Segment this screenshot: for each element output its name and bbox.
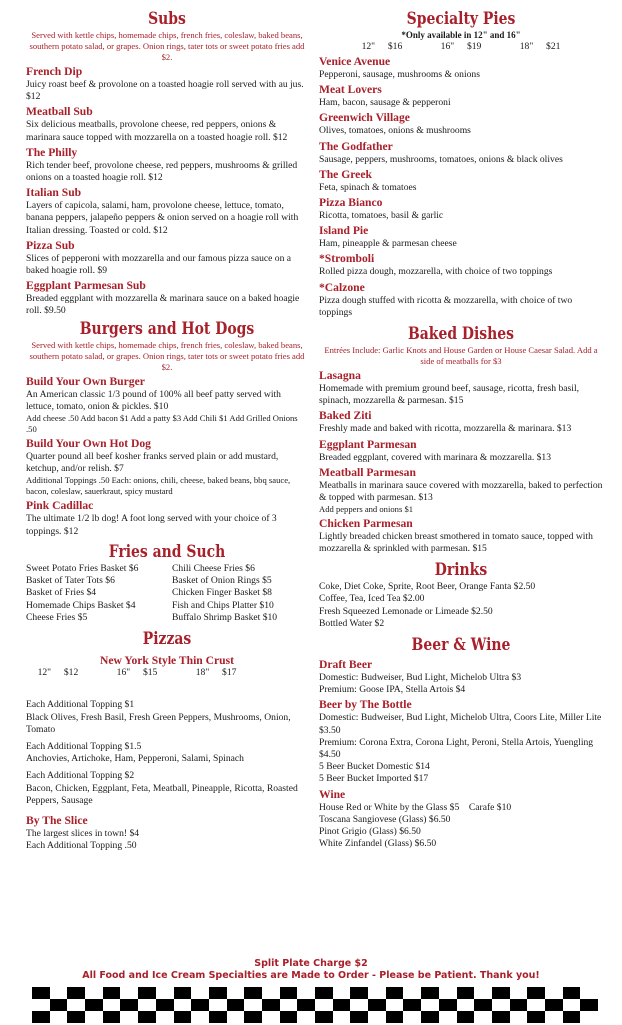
menu-item-name: Meatball Sub: [26, 105, 93, 119]
checker-square: [527, 1011, 545, 1023]
list-item: Chicken Finger Basket $8: [172, 587, 272, 599]
checker-square: [492, 999, 510, 1011]
checker-square: [315, 1011, 333, 1023]
checker-square: [138, 987, 156, 999]
checker-square: [138, 1011, 156, 1023]
checker-square: [67, 987, 85, 999]
checker-square: [580, 987, 598, 999]
checker-square: [333, 1011, 351, 1023]
menu-item-extra: Add peppers and onions $1: [319, 504, 414, 515]
menu-item-desc: The largest slices in town! $4: [26, 827, 140, 839]
checker-square: [315, 987, 333, 999]
menu-item-name: Eggplant Parmesan Sub: [26, 279, 146, 293]
checker-square: [474, 999, 492, 1011]
menu-item-desc: Layers of capicola, salami, ham, provolone cheese, lettuce, tomato, banana peppers, jalapeño peppers & onion served on a hoagie roll with Italian dressing. Toasted or cold. $12: [26, 200, 299, 236]
checker-square: [350, 999, 368, 1011]
checker-square: [457, 999, 475, 1011]
checker-square: [67, 999, 85, 1011]
checker-square: [563, 999, 581, 1011]
menu-item-desc: Freshly made and baked with ricotta, mozzarella & marinara. $13: [319, 423, 572, 435]
baked-note: Entrées Include: Garlic Knots and House Garden or House Caesar Salad. Add a side of meatballs for $3: [324, 345, 598, 367]
menu-item-name: Meat Lovers: [319, 83, 382, 97]
checker-square: [421, 987, 439, 999]
list-item: Chili Cheese Fries $6: [172, 562, 255, 574]
checker-square: [227, 999, 245, 1011]
list-item: Cheese Fries $5: [26, 612, 88, 624]
menu-item-desc: White Zinfandel (Glass) $6.50: [319, 838, 437, 850]
checker-square: [50, 987, 68, 999]
footer: [0, 958, 622, 982]
checker-square: [120, 987, 138, 999]
menu-item-desc: Meatballs in marinara sauce covered with mozzarella, baked to perfection & topped with parmesan. $13: [319, 479, 603, 504]
menu-item-name: The Philly: [26, 145, 78, 159]
checker-square: [297, 999, 315, 1011]
checker-square: [297, 1011, 315, 1023]
burgers-note: Served with kettle chips, homemade chips, french fries, coleslaw, baked beans, southern potato salad, or grapes. Onion rings, tater tots or sweet potato fries add $2.: [29, 339, 305, 372]
checker-square: [315, 999, 333, 1011]
checker-square: [386, 987, 404, 999]
checker-square: [474, 987, 492, 999]
menu-item-desc: Quarter pound all beef kosher franks served plain or add mustard, ketchup, and/or relish. $7: [26, 451, 279, 475]
made-to-order-note: All Food and Ice Cream Specialties are Made to Order - Please be Patient. Thank you!: [82, 970, 540, 981]
menu-item-name: Build Your Own Hot Dog: [26, 437, 151, 451]
baked-title: Baked Dishes: [407, 324, 515, 345]
menu-item-name: The Godfather: [319, 139, 393, 153]
checker-square: [262, 1011, 280, 1023]
checker-square: [191, 987, 209, 999]
checker-square: [368, 999, 386, 1011]
checker-square: [350, 987, 368, 999]
checker-square: [545, 1011, 563, 1023]
checker-square: [368, 1011, 386, 1023]
checker-square: [191, 1011, 209, 1023]
pizzas-title: Pizzas: [142, 629, 192, 650]
drinks-title: Drinks: [434, 559, 488, 580]
menu-item-name: Italian Sub: [26, 186, 82, 200]
menu-item-desc: Domestic: Budweiser, Bud Light, Michelob Ultra, Coors Lite, Miller Lite $3.50: [319, 712, 602, 736]
menu-item-name: Pizza Sub: [26, 238, 75, 252]
pizza-style: New York Style Thin Crust: [100, 654, 234, 668]
menu-item-desc: Sausage, peppers, mushrooms, tomatoes, onions & black olives: [319, 153, 563, 165]
right-column: [319, 8, 603, 850]
checker-square: [368, 987, 386, 999]
checker-square: [403, 1011, 421, 1023]
checker-square: [85, 987, 103, 999]
checker-square: [156, 1011, 174, 1023]
specialty-title: Specialty Pies: [406, 9, 516, 29]
menu-item-desc: 5 Beer Bucket Domestic $14: [319, 761, 430, 773]
list-item: Homemade Chips Basket $4: [26, 599, 136, 611]
menu-item-name: Baked Ziti: [319, 409, 372, 423]
menu-item-name: Greenwich Village: [319, 111, 410, 125]
checker-square: [32, 987, 50, 999]
fries-title: Fries and Such: [108, 541, 226, 562]
menu-item-desc: Premium: Corona Extra, Corona Light, Peroni, Stella Artois, Yuengling $4.50: [319, 736, 594, 761]
split-plate-charge: Split Plate Charge $2: [254, 958, 368, 969]
subs-note: Served with kettle chips, homemade chips, french fries, coleslaw, baked beans, southern potato salad, or grapes. Onion rings, tater tots or sweet potato fries add $2.: [29, 30, 305, 62]
checker-square: [333, 999, 351, 1011]
left-column: [26, 8, 308, 852]
checker-square: [545, 999, 563, 1011]
checker-square: [421, 1011, 439, 1023]
menu-item-desc: 5 Beer Bucket Imported $17: [319, 773, 429, 785]
menu-item-desc: Each Additional Topping .50: [26, 840, 137, 852]
checker-square: [103, 999, 121, 1011]
menu-item-desc: Homemade with premium ground beef, sausage, ricotta, fresh basil, spinach, mozzarella & parmesan. $15: [319, 383, 580, 407]
checker-square: [439, 987, 457, 999]
checker-square: [103, 987, 121, 999]
checker-square: [174, 999, 192, 1011]
menu-item-name: By The Slice: [26, 813, 88, 827]
checker-square: [67, 1011, 85, 1023]
menu-item-desc: Lightly breaded chicken breast smothered in tomato sauce, topped with mozzarella & sprinkled with parmesan. $15: [319, 531, 593, 555]
checker-square: [421, 999, 439, 1011]
menu-item-desc: An American classic 1/3 pound of 100% all beef patty served with lettuce, tomato, onion & pickles. $10: [26, 388, 281, 412]
pizza-sizes: 12" $12 16" $15 18" $17: [37, 667, 237, 679]
menu-item-name: *Calzone: [319, 280, 365, 294]
list-item: Basket of Tater Tots $6: [26, 575, 115, 587]
menu-item-name: Eggplant Parmesan: [319, 437, 417, 451]
topping-list: Black Olives, Fresh Basil, Fresh Green Peppers, Mushrooms, Onion, Tomato: [26, 711, 291, 735]
checker-square: [209, 1011, 227, 1023]
checker-square: [439, 1011, 457, 1023]
checker-square: [191, 999, 209, 1011]
checker-square: [386, 999, 404, 1011]
fries-list: [26, 563, 308, 624]
menu-item-desc: Breaded eggplant, covered with marinara & mozzarella. $13: [319, 451, 552, 463]
menu-item-desc: Rolled pizza dough, mozzarella, with choice of two toppings: [319, 266, 553, 278]
checker-square: [156, 999, 174, 1011]
checker-square: [510, 1011, 528, 1023]
drink-line: Coke, Diet Coke, Sprite, Root Beer, Orange Fanta $2.50: [319, 580, 536, 592]
checker-square: [244, 987, 262, 999]
checker-square: [474, 1011, 492, 1023]
checker-square: [50, 1011, 68, 1023]
checker-square: [563, 987, 581, 999]
checker-square: [439, 999, 457, 1011]
menu-item-name: Wine: [319, 787, 346, 801]
subs-title: Subs: [148, 9, 186, 29]
menu-item-name: Beer by The Bottle: [319, 698, 412, 712]
checker-square: [350, 1011, 368, 1023]
checker-square: [403, 999, 421, 1011]
menu-item-desc: Feta, spinach & tomatoes: [319, 181, 417, 193]
checker-square: [280, 987, 298, 999]
checker-square: [120, 1011, 138, 1023]
checker-square: [457, 1011, 475, 1023]
checker-square: [333, 987, 351, 999]
menu-item-name: Build Your Own Burger: [26, 374, 145, 388]
checker-square: [227, 1011, 245, 1023]
beer-title: Beer & Wine: [411, 635, 511, 656]
checker-square: [138, 999, 156, 1011]
checker-square: [50, 999, 68, 1011]
menu-item-desc: Olives, tomatoes, onions & mushrooms: [319, 125, 471, 137]
topping-label: Each Additional Topping $2: [26, 770, 135, 782]
checker-square: [244, 999, 262, 1011]
list-item: Basket of Fries $4: [26, 587, 97, 599]
menu-item-desc: House Red or White by the Glass $5 Carafe $10: [319, 801, 512, 813]
menu-item-name: *Stromboli: [319, 252, 375, 266]
drink-line: Fresh Squeezed Lemonade or Limeade $2.50: [319, 605, 493, 617]
list-item: Basket of Onion Rings $5: [172, 575, 272, 587]
checker-square: [32, 1011, 50, 1023]
checker-square: [492, 1011, 510, 1023]
checker-square: [545, 987, 563, 999]
checker-square: [174, 987, 192, 999]
menu-item-desc: Ham, pineapple & parmesan cheese: [319, 238, 457, 250]
menu-item-desc: Domestic: Budweiser, Bud Light, Michelob Ultra $3: [319, 672, 522, 684]
drink-line: Coffee, Tea, Iced Tea $2.00: [319, 593, 425, 605]
drink-line: Bottled Water $2: [319, 618, 385, 630]
checker-square: [85, 1011, 103, 1023]
topping-list: Bacon, Chicken, Eggplant, Feta, Meatball, Pineapple, Ricotta, Roasted Peppers, Sausage: [26, 782, 298, 806]
menu-item-desc: Breaded eggplant with mozzarella & marinara sauce on a baked hoagie roll. $9.50: [26, 293, 300, 317]
menu-item-desc: Pinot Grigio (Glass) $6.50: [319, 826, 421, 838]
topping-label: Each Additional Topping $1.5: [26, 740, 142, 752]
menu-item-desc: Ricotta, tomatoes, basil & garlic: [319, 210, 444, 222]
checker-square: [227, 987, 245, 999]
menu-item-name: French Dip: [26, 65, 83, 78]
menu-item-extra: Additional Toppings .50 Each: onions, chili, cheese, baked beans, bbq sauce, bacon, coleslaw, sauerkraut, spicy mustard: [26, 475, 291, 497]
checker-square: [403, 987, 421, 999]
specialty-only: *Only available in 12" and 16": [401, 30, 521, 40]
topping-label: Each Additional Topping $1: [26, 699, 135, 711]
checker-square: [563, 1011, 581, 1023]
checker-square: [209, 987, 227, 999]
checker-square: [85, 999, 103, 1011]
checker-square: [174, 1011, 192, 1023]
menu-item-name: Meatball Parmesan: [319, 465, 416, 479]
menu-item-desc: Six delicious meatballs, provolone cheese, red peppers, onions & marinara sauce topped with mozzarella on a toasted hoagie roll. $12: [26, 119, 288, 143]
checker-square: [32, 999, 50, 1011]
burgers-title: Burgers and Hot Dogs: [79, 318, 255, 339]
checker-square: [580, 1011, 598, 1023]
menu-item-desc: Pizza dough stuffed with ricotta & mozzarella, with choice of two toppings: [319, 294, 573, 318]
checker-square: [103, 1011, 121, 1023]
menu-item-name: Pizza Bianco: [319, 196, 383, 210]
menu-item-desc: Rich tender beef, provolone cheese, red peppers, mushrooms & grilled onions on a toasted hoagie roll. $12: [26, 159, 298, 184]
menu-item-name: Chicken Parmesan: [319, 517, 413, 531]
menu-item-desc: Juicy roast beef & provolone on a toasted hoagie roll served with au jus. $12: [26, 79, 304, 103]
menu-item-desc: Ham, bacon, sausage & pepperoni: [319, 97, 451, 109]
checker-square: [156, 987, 174, 999]
checker-square: [580, 999, 598, 1011]
checker-square: [510, 987, 528, 999]
menu-item-name: Lasagna: [319, 369, 361, 383]
menu-item-desc: The ultimate 1/2 lb dog! A foot long served with your choice of 3 toppings. $12: [26, 513, 277, 537]
menu-item-extra: Add cheese .50 Add bacon $1 Add a patty $3 Add Chili $1 Add Grilled Onions .50: [26, 413, 298, 435]
checker-square: [386, 1011, 404, 1023]
menu-item-name: Venice Avenue: [319, 55, 391, 68]
checker-square: [492, 987, 510, 999]
menu-item-name: Island Pie: [319, 224, 369, 238]
specialty-sizes: 12" $16 16" $19 18" $21: [361, 41, 561, 52]
checker-square: [457, 987, 475, 999]
menu-item-name: Pink Cadillac: [26, 499, 94, 513]
checker-square: [527, 987, 545, 999]
menu-item-desc: Premium: Goose IPA, Stella Artois $4: [319, 684, 466, 696]
checker-square: [280, 1011, 298, 1023]
menu-item-desc: Toscana Sangiovese (Glass) $6.50: [319, 813, 451, 825]
list-item: Sweet Potato Fries Basket $6: [26, 562, 139, 574]
menu-item-name: The Greek: [319, 167, 372, 181]
checker-square: [510, 999, 528, 1011]
menu-item-name: Draft Beer: [319, 658, 373, 672]
checker-square: [244, 1011, 262, 1023]
menu-item-desc: Pepperoni, sausage, mushrooms & onions: [319, 69, 480, 80]
checker-square: [280, 999, 298, 1011]
checker-square: [120, 999, 138, 1011]
menu-item-desc: Slices of pepperoni with mozzarella and our famous pizza sauce on a baked hoagie roll. $9: [26, 252, 292, 277]
checker-square: [297, 987, 315, 999]
topping-list: Anchovies, Artichoke, Ham, Pepperoni, Salami, Spinach: [26, 753, 244, 765]
list-item: Fish and Chips Platter $10: [172, 599, 274, 611]
list-item: Buffalo Shrimp Basket $10: [172, 612, 278, 624]
checker-square: [209, 999, 227, 1011]
checkered-border: [32, 987, 598, 1023]
checker-square: [527, 999, 545, 1011]
checker-square: [262, 999, 280, 1011]
checker-square: [262, 987, 280, 999]
